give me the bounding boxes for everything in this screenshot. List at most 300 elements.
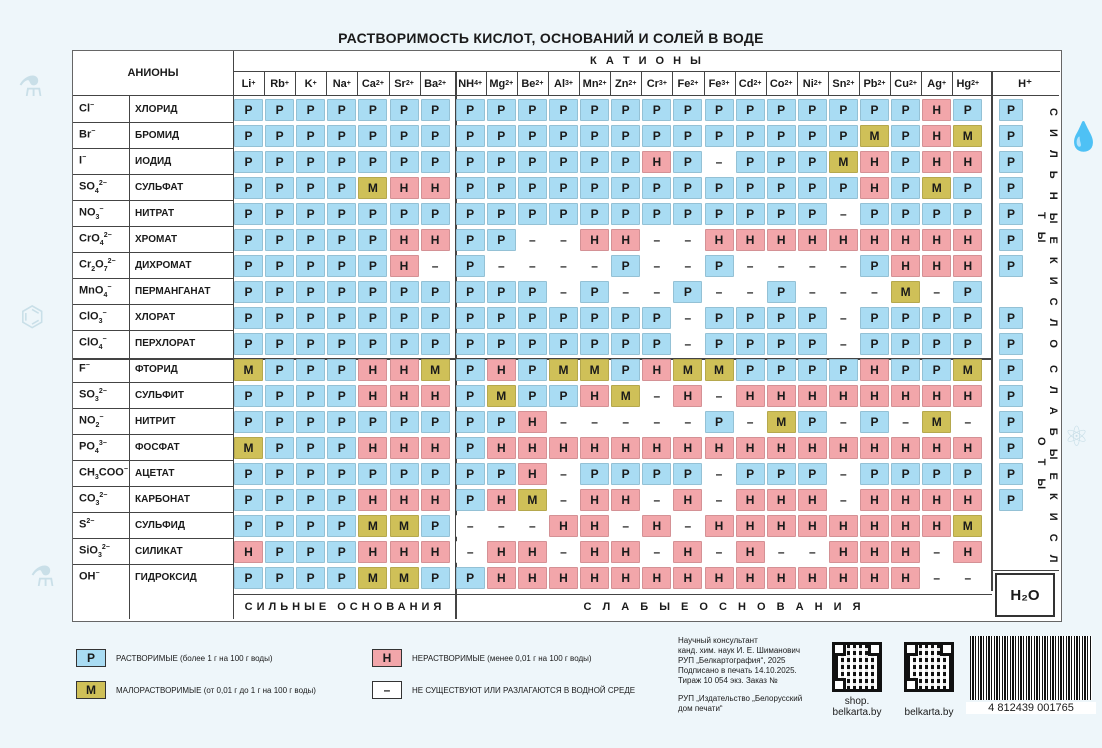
- solubility-cell: –: [705, 541, 734, 563]
- background-decoration: ⚗: [18, 70, 44, 103]
- solubility-cell: Р: [767, 359, 796, 381]
- grid-line: [326, 72, 327, 95]
- solubility-cell: Р: [891, 203, 920, 225]
- solubility-cell: Р: [798, 463, 827, 485]
- grid-line: [579, 72, 580, 95]
- solubility-cell: Р: [390, 125, 419, 147]
- solubility-cell: Н: [358, 359, 387, 381]
- solubility-cell: Р: [456, 437, 485, 459]
- solubility-cell: Р: [891, 307, 920, 329]
- solubility-cell: Р: [265, 151, 294, 173]
- solubility-cell: Р: [487, 307, 516, 329]
- solubility-cell: Р: [296, 99, 325, 121]
- anion-formula: SiO$_3^{2-}$: [79, 544, 110, 559]
- solubility-cell: Р: [296, 177, 325, 199]
- solubility-cell: Р: [829, 177, 858, 199]
- solubility-cell: Р: [327, 515, 356, 537]
- solubility-cell: Р: [999, 99, 1023, 121]
- solubility-cell: –: [642, 229, 671, 251]
- solubility-cell: Р: [296, 463, 325, 485]
- solubility-cell: Н: [580, 567, 609, 589]
- anion-formula: $S^{2-}$: [79, 518, 95, 531]
- solubility-cell: Р: [549, 333, 578, 355]
- legend-insoluble-swatch: Н: [372, 649, 402, 667]
- solubility-cell: Р: [922, 333, 951, 355]
- solubility-cell: Н: [390, 359, 419, 381]
- solubility-cell: М: [953, 125, 982, 147]
- solubility-cell: Р: [580, 125, 609, 147]
- cation-header-sr2p: Sr 2+: [394, 77, 414, 90]
- grid-line: [921, 72, 922, 95]
- grid-line: [797, 72, 798, 95]
- solubility-cell: Р: [456, 229, 485, 251]
- solubility-cell: Н: [829, 229, 858, 251]
- solubility-cell: Р: [705, 125, 734, 147]
- solubility-cell: Н: [922, 515, 951, 537]
- solubility-cell: Н: [549, 567, 578, 589]
- solubility-cell: Н: [767, 515, 796, 537]
- solubility-cell: Н: [860, 151, 889, 173]
- legend-slightly-soluble-swatch: М: [76, 681, 106, 699]
- solubility-cell: Н: [860, 489, 889, 511]
- solubility-cell: Н: [358, 385, 387, 407]
- solubility-cell: –: [549, 489, 578, 511]
- solubility-cell: Н: [358, 489, 387, 511]
- solubility-cell: Р: [421, 463, 450, 485]
- solubility-cell: Р: [705, 177, 734, 199]
- solubility-cell: Н: [767, 489, 796, 511]
- cation-header-hg2p: Hg 2+: [956, 77, 980, 90]
- weak-acids-label: С Л А Б Ы Е К И С Л О Т Ы: [1035, 364, 1059, 568]
- solubility-cell: М: [358, 567, 387, 589]
- cation-header-be2p: Be 2+: [521, 77, 544, 90]
- solubility-cell: Р: [860, 411, 889, 433]
- background-decoration: ⚗: [30, 560, 56, 593]
- solubility-cell: –: [673, 229, 702, 251]
- solubility-cell: Н: [549, 437, 578, 459]
- cation-header-al3p: Al 3+: [554, 77, 573, 90]
- solubility-cell: Р: [296, 515, 325, 537]
- cation-header-lip: Li +: [241, 77, 256, 90]
- solubility-cell: Р: [456, 99, 485, 121]
- solubility-cell: Н: [829, 567, 858, 589]
- solubility-cell: Р: [673, 99, 702, 121]
- solubility-cell: М: [829, 151, 858, 173]
- cation-header-nhp: NH 4 +: [458, 77, 483, 90]
- anion-formula: $NO_2^-$: [79, 414, 104, 429]
- solubility-cell: Н: [953, 151, 982, 173]
- solubility-cell: Р: [265, 385, 294, 407]
- solubility-cell: Р: [518, 359, 547, 381]
- solubility-cell: Р: [999, 255, 1023, 277]
- grid-line: [73, 408, 233, 409]
- solubility-cell: Р: [999, 151, 1023, 173]
- solubility-cell: М: [860, 125, 889, 147]
- solubility-cell: Р: [999, 489, 1023, 511]
- solubility-cell: Р: [611, 255, 640, 277]
- page-title: РАСТВОРИМОСТЬ КИСЛОТ, ОСНОВАНИЙ И СОЛЕЙ В ВОДЕ: [338, 30, 764, 46]
- solubility-cell: М: [673, 359, 702, 381]
- grid-line: [73, 330, 233, 331]
- solubility-cell: Р: [234, 229, 263, 251]
- solubility-cell: Р: [265, 203, 294, 225]
- solubility-cell: Р: [922, 463, 951, 485]
- solubility-cell: Р: [358, 333, 387, 355]
- anion-formula: I−: [79, 154, 87, 167]
- solubility-cell: Н: [736, 489, 765, 511]
- solubility-cell: Н: [736, 385, 765, 407]
- solubility-cell: Н: [390, 541, 419, 563]
- solubility-cell: Р: [549, 151, 578, 173]
- grid-line: [73, 278, 233, 279]
- solubility-cell: Р: [767, 125, 796, 147]
- solubility-cell: Р: [922, 359, 951, 381]
- solubility-cell: Р: [518, 307, 547, 329]
- solubility-cell: Р: [358, 255, 387, 277]
- solubility-cell: Р: [456, 151, 485, 173]
- solubility-cell: Р: [358, 151, 387, 173]
- solubility-cell: Р: [421, 281, 450, 303]
- solubility-cell: Н: [358, 541, 387, 563]
- solubility-cell: Н: [580, 437, 609, 459]
- solubility-cell: Р: [549, 99, 578, 121]
- cation-header-mn2p: Mn 2+: [582, 77, 607, 90]
- solubility-cell: Р: [296, 229, 325, 251]
- solubility-cell: Р: [327, 281, 356, 303]
- solubility-cell: Н: [891, 489, 920, 511]
- solubility-cell: Н: [860, 359, 889, 381]
- solubility-cell: Р: [234, 125, 263, 147]
- solubility-cell: –: [829, 411, 858, 433]
- solubility-cell: –: [549, 541, 578, 563]
- solubility-cell: –: [705, 385, 734, 407]
- solubility-cell: Р: [798, 125, 827, 147]
- anion-name: СУЛЬФИД: [135, 520, 185, 531]
- solubility-cell: Р: [642, 99, 671, 121]
- solubility-cell: Н: [891, 385, 920, 407]
- solubility-cell: Р: [999, 203, 1023, 225]
- solubility-cell: Р: [999, 177, 1023, 199]
- strong-acids-label: С И Л Ь Н Ы Е К И С Л О Т Ы: [1035, 107, 1059, 353]
- legend-nonexistent-text: НЕ СУЩЕСТВУЮТ ИЛИ РАЗЛАГАЮТСЯ В ВОДНОЙ СРЕДЕ: [412, 686, 636, 695]
- legend-soluble-text: РАСТВОРИМЫЕ (более 1 г на 100 г воды): [116, 654, 273, 663]
- solubility-cell: Р: [673, 125, 702, 147]
- solubility-cell: –: [673, 307, 702, 329]
- anion-formula: $SO_3^{2-}$: [79, 388, 107, 403]
- grid-line: [890, 72, 891, 95]
- solubility-cell: Р: [611, 307, 640, 329]
- solubility-cell: Р: [518, 203, 547, 225]
- grid-line: [641, 72, 642, 95]
- anion-name: КАРБОНАТ: [135, 494, 191, 505]
- anion-formula: Cl−: [79, 102, 95, 115]
- solubility-cell: Р: [580, 333, 609, 355]
- solubility-cell: Н: [891, 229, 920, 251]
- solubility-cell: Р: [736, 203, 765, 225]
- shop-url: shop. belkarta.by: [832, 696, 882, 718]
- solubility-cell: Р: [922, 307, 951, 329]
- solubility-cell: Н: [421, 541, 450, 563]
- solubility-cell: Р: [421, 99, 450, 121]
- solubility-cell: Р: [798, 359, 827, 381]
- solubility-cell: Р: [487, 151, 516, 173]
- solubility-cell: М: [421, 359, 450, 381]
- solubility-cell: Р: [549, 125, 578, 147]
- solubility-cell: Р: [891, 125, 920, 147]
- solubility-cell: Р: [642, 333, 671, 355]
- solubility-cell: Н: [953, 489, 982, 511]
- solubility-cell: Р: [736, 177, 765, 199]
- solubility-cell: Р: [891, 177, 920, 199]
- solubility-cell: Р: [234, 463, 263, 485]
- legend-insoluble-text: НЕРАСТВОРИМЫЕ (менее 0,01 г на 100 г воды): [412, 654, 592, 663]
- solubility-cell: Н: [580, 489, 609, 511]
- solubility-cell: Р: [390, 281, 419, 303]
- grid-line: [73, 382, 233, 383]
- solubility-cell: Н: [953, 385, 982, 407]
- solubility-cell: Н: [953, 541, 982, 563]
- solubility-cell: –: [829, 307, 858, 329]
- solubility-cell: Р: [390, 99, 419, 121]
- solubility-cell: Н: [829, 437, 858, 459]
- solubility-cell: Р: [487, 281, 516, 303]
- solubility-cell: Р: [265, 411, 294, 433]
- solubility-cell: Р: [673, 151, 702, 173]
- solubility-cell: Р: [327, 255, 356, 277]
- solubility-cell: Н: [922, 125, 951, 147]
- solubility-cell: Р: [829, 125, 858, 147]
- solubility-cell: Р: [487, 203, 516, 225]
- solubility-cell: –: [705, 463, 734, 485]
- solubility-cell: Н: [953, 229, 982, 251]
- solubility-cell: Р: [611, 177, 640, 199]
- solubility-cell: Р: [999, 229, 1023, 251]
- solubility-cell: Н: [358, 437, 387, 459]
- solubility-cell: –: [829, 489, 858, 511]
- solubility-cell: Р: [327, 463, 356, 485]
- solubility-cell: –: [953, 411, 982, 433]
- solubility-cell: Р: [234, 411, 263, 433]
- solubility-cell: Н: [798, 229, 827, 251]
- solubility-cell: –: [922, 541, 951, 563]
- solubility-cell: Р: [296, 307, 325, 329]
- solubility-cell: Р: [234, 177, 263, 199]
- solubility-cell: Р: [518, 125, 547, 147]
- solubility-cell: Р: [999, 463, 1023, 485]
- solubility-cell: Р: [953, 281, 982, 303]
- solubility-cell: Р: [860, 99, 889, 121]
- grid-line: [73, 512, 233, 513]
- solubility-cell: Р: [953, 99, 982, 121]
- solubility-cell: Р: [456, 125, 485, 147]
- solubility-cell: Н: [829, 541, 858, 563]
- solubility-cell: Р: [611, 151, 640, 173]
- anion-name: ИОДИД: [135, 156, 172, 167]
- solubility-cell: Н: [705, 229, 734, 251]
- solubility-cell: Р: [296, 385, 325, 407]
- grid-line: [548, 72, 549, 95]
- solubility-cell: Р: [456, 489, 485, 511]
- solubility-cell: Р: [999, 307, 1023, 329]
- solubility-cell: –: [549, 281, 578, 303]
- grid-line: [610, 72, 611, 95]
- solubility-cell: Р: [421, 411, 450, 433]
- solubility-cell: Р: [296, 359, 325, 381]
- cation-header-fe2p: Fe 2+: [677, 77, 699, 90]
- solubility-cell: Н: [705, 515, 734, 537]
- solubility-cell: Р: [296, 411, 325, 433]
- solubility-cell: Р: [549, 203, 578, 225]
- solubility-cell: Н: [390, 489, 419, 511]
- solubility-cell: Н: [611, 229, 640, 251]
- solubility-cell: Р: [487, 99, 516, 121]
- solubility-cell: М: [234, 437, 263, 459]
- grid-line: [73, 95, 1059, 96]
- solubility-cell: Р: [673, 463, 702, 485]
- solubility-cell: –: [456, 515, 485, 537]
- solubility-cell: Р: [265, 177, 294, 199]
- solubility-cell: –: [922, 567, 951, 589]
- solubility-cell: –: [767, 255, 796, 277]
- solubility-cell: Р: [296, 151, 325, 173]
- anion-formula: CrO$_4^{2-}$: [79, 232, 112, 247]
- solubility-cell: Р: [358, 229, 387, 251]
- solubility-cell: Р: [234, 567, 263, 589]
- credit-line: РУП „Издательство „Белорусский: [678, 694, 803, 703]
- solubility-cell: Н: [891, 437, 920, 459]
- solubility-cell: Р: [767, 333, 796, 355]
- solubility-cell: Н: [642, 151, 671, 173]
- solubility-cell: Р: [265, 463, 294, 485]
- grid-line: [952, 72, 953, 95]
- solubility-cell: Н: [673, 489, 702, 511]
- grid-line: [73, 148, 233, 149]
- solubility-cell: Р: [358, 281, 387, 303]
- solubility-cell: Н: [798, 567, 827, 589]
- anion-formula: $PO_4^{3-}$: [79, 440, 107, 455]
- solubility-cell: Р: [327, 333, 356, 355]
- solubility-cell: Р: [611, 333, 640, 355]
- legend-slightly-soluble-text: МАЛОРАСТВОРИМЫЕ (от 0,01 г до 1 г на 100 г воды): [116, 686, 316, 695]
- solubility-cell: Р: [296, 281, 325, 303]
- solubility-cell: Н: [642, 437, 671, 459]
- solubility-cell: Р: [390, 463, 419, 485]
- credits: [678, 636, 802, 714]
- solubility-cell: Н: [487, 541, 516, 563]
- solubility-cell: –: [642, 281, 671, 303]
- anion-name: СУЛЬФАТ: [135, 182, 184, 193]
- solubility-cell: Р: [421, 125, 450, 147]
- qr-finder: [832, 642, 846, 656]
- solubility-cell: Р: [736, 125, 765, 147]
- solubility-cell: Р: [327, 99, 356, 121]
- solubility-cell: Р: [860, 333, 889, 355]
- solubility-cell: –: [798, 255, 827, 277]
- solubility-cell: Р: [891, 151, 920, 173]
- solubility-cell: Н: [580, 515, 609, 537]
- solubility-cell: Н: [580, 229, 609, 251]
- solubility-cell: Р: [549, 385, 578, 407]
- solubility-cell: Н: [518, 567, 547, 589]
- solubility-cell: –: [549, 463, 578, 485]
- solubility-cell: Н: [922, 151, 951, 173]
- grid-line: [73, 486, 233, 487]
- solubility-cell: Н: [234, 541, 263, 563]
- solubility-cell: Р: [580, 281, 609, 303]
- solubility-cell: М: [767, 411, 796, 433]
- solubility-cell: Р: [642, 307, 671, 329]
- solubility-cell: Р: [999, 385, 1023, 407]
- solubility-cell: Р: [798, 177, 827, 199]
- cation-header-cd2p: Cd 2+: [738, 77, 762, 90]
- solubility-cell: Р: [390, 411, 419, 433]
- solubility-cell: М: [580, 359, 609, 381]
- solubility-cell: Р: [327, 385, 356, 407]
- solubility-cell: Р: [421, 515, 450, 537]
- solubility-cell: Р: [487, 411, 516, 433]
- solubility-cell: Р: [234, 385, 263, 407]
- water-label: H₂O: [995, 573, 1055, 617]
- anion-formula: $CO_3^{2-}$: [79, 492, 108, 507]
- solubility-cell: Р: [296, 333, 325, 355]
- solubility-cell: Р: [327, 125, 356, 147]
- anion-name: СИЛИКАТ: [135, 546, 183, 557]
- grid-line: [73, 200, 233, 201]
- solubility-cell: Н: [860, 177, 889, 199]
- solubility-cell: Р: [358, 125, 387, 147]
- solubility-cell: Н: [390, 229, 419, 251]
- solubility-cell: Н: [922, 489, 951, 511]
- solubility-cell: Р: [580, 151, 609, 173]
- solubility-cell: Р: [234, 515, 263, 537]
- solubility-cell: Н: [487, 437, 516, 459]
- solubility-cell: Н: [487, 359, 516, 381]
- solubility-cell: Р: [798, 333, 827, 355]
- solubility-cell: –: [829, 333, 858, 355]
- grid-line: [73, 122, 233, 123]
- solubility-cell: Р: [798, 307, 827, 329]
- solubility-cell: Н: [487, 567, 516, 589]
- solubility-cell: Р: [234, 255, 263, 277]
- grid-line: [672, 72, 673, 95]
- solubility-cell: Н: [390, 255, 419, 277]
- solubility-cell: Р: [518, 333, 547, 355]
- solubility-cell: –: [829, 255, 858, 277]
- qr-finder: [832, 678, 846, 692]
- solubility-cell: Н: [611, 567, 640, 589]
- solubility-cell: –: [518, 515, 547, 537]
- solubility-cell: –: [953, 567, 982, 589]
- cation-header-ca2p: Ca 2+: [361, 77, 384, 90]
- solubility-cell: Н: [518, 541, 547, 563]
- solubility-cell: Р: [265, 333, 294, 355]
- solubility-cell: Н: [891, 541, 920, 563]
- solubility-cell: Р: [456, 307, 485, 329]
- solubility-cell: Р: [767, 203, 796, 225]
- credit-line: канд. хим. наук И. Е. Шиманович: [678, 646, 801, 655]
- solubility-cell: Р: [891, 359, 920, 381]
- solubility-cell: Р: [673, 203, 702, 225]
- solubility-cell: –: [642, 385, 671, 407]
- solubility-cell: Р: [999, 411, 1023, 433]
- credit-line: дом печати“: [678, 704, 723, 713]
- solubility-cell: Р: [421, 333, 450, 355]
- solubility-cell: Р: [265, 229, 294, 251]
- barcode-number: 4 812439 001765: [966, 702, 1096, 714]
- anion-name: НИТРИТ: [135, 416, 176, 427]
- solubility-cell: Н: [390, 385, 419, 407]
- solubility-cell: Р: [736, 307, 765, 329]
